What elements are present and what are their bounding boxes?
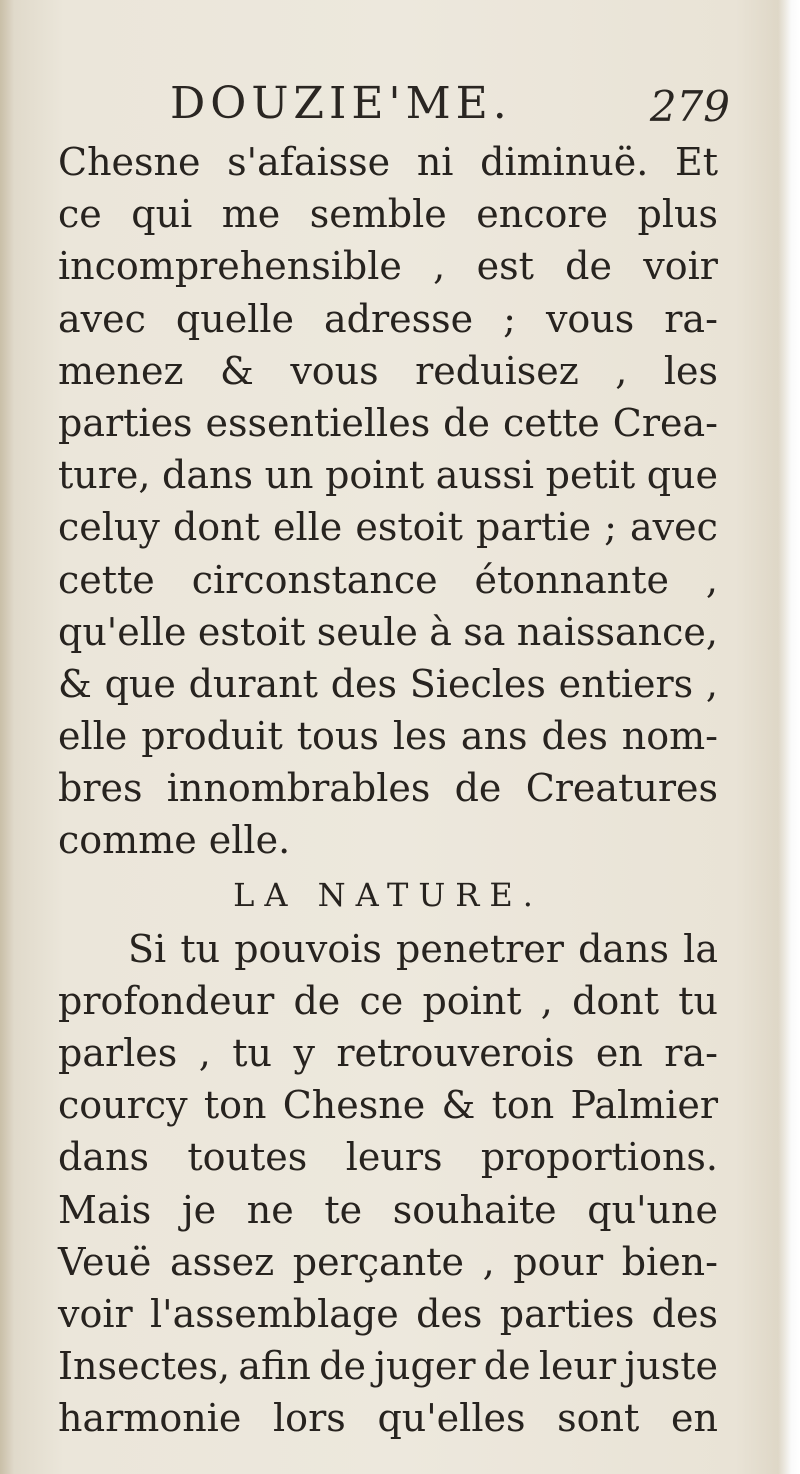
- text-line: harmonie lors qu'elles sont en: [58, 1396, 718, 1441]
- text-line: courcy ton Chesne & ton Palmier: [58, 1083, 718, 1128]
- text-line: parles , tu y retrouverois en ra-: [58, 1031, 718, 1075]
- page-gutter-shadow: [0, 0, 14, 1474]
- text-line: profondeur de ce point , dont tu: [58, 978, 718, 1023]
- text-line: comme elle.: [58, 818, 291, 863]
- text-line: Mais je ne te souhaite qu'une: [58, 1187, 718, 1232]
- text-line: ture, dans un point aussi petit que: [58, 453, 718, 498]
- text-line: Insectes, afin de juger de leur juste: [58, 1344, 718, 1389]
- text-line: bres innombrables de Creatures: [58, 766, 718, 811]
- text-line: menez & vous reduisez , les: [58, 348, 718, 393]
- text-line: Si tu pouvois penetrer dans la: [128, 926, 718, 971]
- text-line: parties essentielles de cette Crea-: [58, 400, 718, 445]
- text-line: incomprehensible , est de voir: [58, 244, 718, 289]
- text-line: cette circonstance étonnante ,: [58, 557, 718, 602]
- text-line: avec quelle adresse ; vous ra-: [58, 296, 718, 341]
- section-heading: LA NATURE.: [233, 875, 543, 914]
- page-number: 279: [649, 82, 730, 131]
- text-line: ce qui me semble encore plus: [58, 192, 718, 237]
- text-line: dans toutes leurs proportions.: [58, 1135, 718, 1180]
- text-line: voir l'assemblage des parties des: [58, 1291, 718, 1336]
- text-line: Chesne s'afaisse ni diminuë. Et: [58, 140, 718, 184]
- text-line: celuy dont elle estoit partie ; avec: [58, 505, 718, 550]
- body-text: [58, 136, 718, 1445]
- text-line: elle produit tous les ans des nom-: [58, 714, 718, 759]
- running-head: [170, 78, 730, 138]
- text-line: Veuë assez perçante , pour bien-: [58, 1239, 718, 1284]
- running-head-title: DOUZIE'ME.: [170, 78, 512, 129]
- page-edge: [778, 0, 800, 1474]
- text-line: qu'elle estoit seule à sa naissance,: [58, 609, 718, 654]
- text-line: & que durant des Siecles entiers ,: [58, 661, 718, 706]
